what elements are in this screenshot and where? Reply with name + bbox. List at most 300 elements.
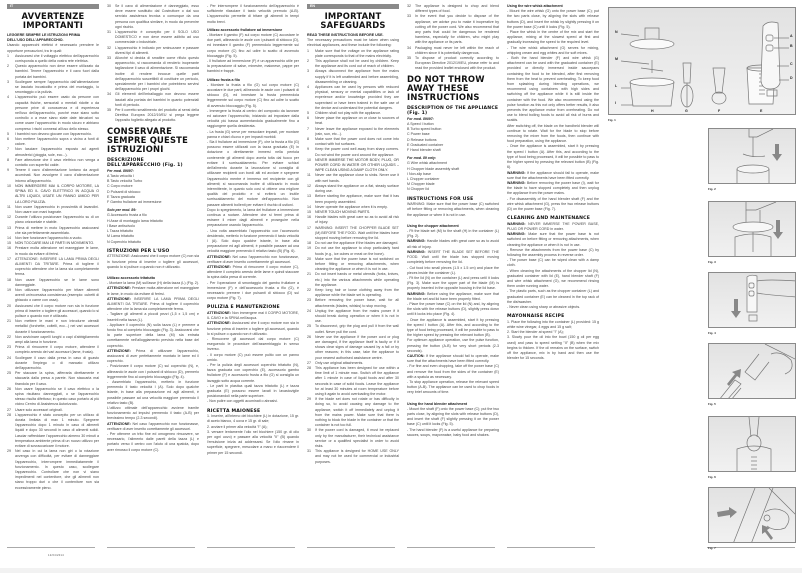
item-number: 12 [7, 215, 11, 220]
item-number: 32 [107, 45, 111, 50]
item-text: Usare solo accessori originali. [15, 407, 63, 412]
en-desc-model2: For mod. 89 only: [407, 156, 437, 161]
warning-label: WARNING: [407, 249, 426, 254]
item-text: L'apparecchio è concepito per il SOLO USO DOMESTICO e non deve essere adibito ad uso commerciale o industriale. [115, 30, 199, 45]
warning-item [307, 127, 399, 137]
part-item: I Base antiscivolo [107, 223, 135, 228]
paragraph: - Montare il gambo (F) sul corpo motore (C) accostare le due parti, allineando le asole con i pulsanti di sblocco (D), ed innestare il gambo (F) premendolo leggermente sul corpo motore (C) fino ad udire lo scatto di avvenuto bloccaggio (Fig. 5). [207, 33, 299, 58]
warning-item [307, 226, 399, 242]
warning-label: ATTENZIONE: [107, 348, 131, 353]
item-text: Tenere il cavo d'alimentazione lontano da angoli acuminati. Non avvolgere il cavo d'alimentazione intorno all'apparecchio. [15, 168, 99, 183]
it-column-1 [7, 4, 99, 544]
warning-item [307, 257, 399, 273]
paragraph: 1. Inserire, all'interno del bicchiere (L) in dotazione, 15 gr. di aceto bianco, 4 uova e 15 gr. di sale; [207, 414, 299, 424]
paragraph: WARNING: Before using the appliance, make sure that the blade set and lid have been properly fitted. [407, 291, 499, 301]
figure-7 [708, 487, 796, 543]
lang-tag-it: IT [7, 4, 99, 9]
item-text: Make sure that the voltage on the appliance rating plate corresponds to that of the mains electricity. [315, 48, 399, 58]
warning-item [7, 205, 99, 215]
footer-rule [7, 547, 95, 548]
warning-item [7, 288, 99, 304]
warning-label: ATTENZIONE: [207, 321, 231, 326]
item-number: 13 [307, 194, 311, 199]
item-number: 35 [107, 108, 111, 113]
item-number: 30 [307, 428, 311, 433]
warning-label: ATTENZIONE: [107, 296, 131, 301]
item-text: Do not use the appliance if the blades are damaged. [315, 241, 399, 246]
item-number: 2 [307, 59, 309, 64]
lang-tag-en: EN [307, 4, 399, 9]
warning-item [307, 137, 399, 147]
item-number: 35 [407, 56, 411, 61]
warning-item [307, 85, 399, 111]
warning-label: ATTENZIONE: [107, 286, 131, 291]
warning-item [307, 246, 399, 256]
item-text: Non mettere le mani e non introdurre utensili metallici (forchette, coltelli, ecc...) nei vari accessori durante il funzionamento. [15, 319, 99, 334]
figure-2 [708, 128, 796, 184]
paragraph: - Una volta assemblato l'apparecchio con l'accessorio desiderato, metterlo in funzione premendo il tasto velocità I (A). Solo dopo qualche istante, in base alla preparazione ed agli alimenti, è possibile passare ad una velocità maggiore premendo il relativo tasto (B) (Fig. 6). [207, 228, 299, 254]
paragraph: - Applicare il coperchio (N) sulla tazza (L) e premere a fondo fino al completo bloccaggio (Fig. 3). Assicurarsi che la parte superiore della lama (M) sia entrata correttamente nell'alloggiamento previsto nella base del coperchio. [107, 322, 199, 348]
item-number: 24 [307, 308, 311, 313]
paragraph: - Per ottenere un trito fine ed omogeneo rimuovere, se necessario, l'alimento dalle pareti della tazza (L) e portarlo verso il centro con l'aiuto di una spatola, dopo aver rimosso il corpo motore (C). [107, 432, 199, 452]
item-text: I bambini non devono giocare con l'apparecchio. [15, 131, 93, 136]
paragraph: - La frusta (G) serve per mescolare impasti, per montare panna e chiari d'uovo e per impasti morbidi. [207, 129, 299, 139]
item-number: 30 [107, 4, 111, 8]
en-clean-title: CLEANING AND MAINTENANCE [507, 216, 591, 222]
it-column-2 [107, 4, 199, 544]
warning-label: ATTENZIONE: [207, 310, 231, 315]
en-use-title: INSTRUCTIONS FOR USE [407, 196, 474, 202]
item-text: Allorché si decida di smaltire come rifiuto questo apparecchio, si raccomanda di renderlo inoperante tagliandone il cavo di alimentazione. Si raccomanda inoltre di rendere innocue quelle parti dell'apparecchio suscettibili di costituire un pericolo, specialmente per i bambini che potrebbero servirsi dell'apparecchio per i propri giochi. [115, 56, 199, 92]
item-text: Do not insert hands or metal utensils (forks, knives, etc.) into the various attachments while operating the appliance. [315, 272, 399, 287]
item-number: 31 [307, 449, 311, 454]
item-number: 33 [107, 56, 111, 61]
release-buttons-icon [709, 488, 796, 543]
it-chopper-title: Utilizzo accessorio tritatutto [107, 275, 156, 280]
paragraph: 2. avviare il primer alla velocità "I" (A); [207, 424, 268, 429]
item-number: 10 [7, 183, 11, 188]
item-text: Before starting the appliance, make sure that it has been properly assembled. [315, 194, 399, 204]
item-text: Appliances can be used by persons with reduced physical, sensory or mental capabilities or lack of experience and/or knowledge provided they are supervised or have been trained in the safe use of the device and understand the potential dangers. [315, 85, 399, 110]
warning-item [7, 356, 99, 372]
item-text: Keep long hair or loose clothing away from the appliance while the blade set is operating. [315, 287, 399, 298]
lid-attach-icon [709, 202, 796, 257]
paragraph: 3. versare lentamente l'olio nel bicchiere (150 gr. di olio per ogni uovo) e passare alla velocità "II" (B) quando l'emulsione inizia ad addensarsi. Se l'olio rimane in superficie, spegnere, mescolare a mano e riaccendere il primer per 15 secondi. [207, 429, 299, 455]
item-number: 29 [307, 397, 311, 402]
item-text: Non mettere l'apparecchio sopra o vicino a fonti di calore. [15, 137, 99, 147]
item-number: 34 [407, 45, 411, 50]
item-text: Children shall not play with the appliance. [315, 111, 382, 116]
item-text: Nel caso in cui la lama non giri o la rotazione avvenga con difficoltà, per evitare di danneggiare l'apparecchio, interrompere immediatamente il funzionamento. In questo caso, scollegare l'apparecchio. Controllare che non vi siano impedimenti nel contenitore, che gli alimenti non siano troppo duri o che il contenitore non sia eccessivamente pieno. [15, 449, 99, 490]
item-number: 6 [7, 137, 9, 142]
item-text: Scollegare il cavo dalla presa in caso di guasto durante l'impiego o di mancato utilizzo dell'apparecchio. [15, 355, 99, 370]
item-text: Only use original attachments. [315, 360, 364, 365]
item-text: Per staccare la spina, afferrarla direttamente e staccarla dalla presa a parete. Non staccarla mai tirandola per il cavo. [15, 371, 99, 386]
warning-item [7, 246, 99, 256]
warning-label: WARNING: [507, 180, 526, 185]
warning-item [7, 278, 99, 288]
paragraph: WARNING: If the appliance should fail to operate, make sure that the attachments have been fitted correctly. [507, 170, 599, 180]
footer-rule [307, 547, 395, 548]
paragraph: - Both the hand blender (F) and wire whisk (G) attachment can be used with the graduated container (E) provided or directly immersed inside saucepans containing the food to be blended, after first removing them from the heat to prevent overheating. To keep food from splashing during blending operations, we recommend using containers with high sides and switching off the appliance while it is still inside the container with the food. We also recommend using the pulse function as this not only offers better results, it also prevents the appliance motor from overheating. Do not use to blend boiling foods to avoid all risk of burns and scalds. [507, 56, 599, 123]
item-text: L'apparecchio è stato concepito per un utilizzo di durata limitata di max 1 minuto. Spegnere l'apparecchio dopo 1 minuto in caso di alimenti liquidi e dopo 30 secondi in caso di alimenti solidi. Lasciar raffreddare l'apparecchio almeno 30 minuti a temperatura ambiente prima di un nuovo utilizzo per evitare di sovraccaricare il motore. [15, 412, 99, 449]
item-number: 16 [7, 246, 11, 251]
item-text: NON IMMERGERE MAI IL CORPO MOTORE, LA SPINA ED IL CAVO ELETTRICO IN ACQUA O ALTRI LIQUIDI, USATE UN PANNO UMIDO PER LA LORO PULIZIA. [15, 183, 99, 204]
item-number: 25 [307, 324, 311, 329]
item-text: Fare attenzione che il cavo elettrico non venga a contatto con superfici calde. [15, 157, 99, 168]
item-number: 5 [307, 111, 309, 116]
en-desc-list-2 [407, 161, 499, 192]
part-item: A Tasto velocità I [107, 174, 134, 179]
item-number: 17 [7, 256, 11, 261]
warning-item [7, 215, 99, 225]
item-number: 1 [307, 48, 309, 53]
item-text: NEVER IMMERSE THE MOTOR BODY, PLUG, OR POWER CORD IN WATER OR OTHER LIQUIDS – WIPE CLEAN USING A DAMP CLOTH ONLY. [315, 157, 399, 173]
paragraph: - Il corpo motore (C) può essere pulito con un panno umido. [207, 352, 299, 362]
it-clean-title: PULIZIA E MANUTENZIONE [207, 305, 280, 311]
blender-in-cup-icon [709, 417, 796, 472]
part-item: N Chopper lid [407, 187, 429, 192]
it-warnings-list-cont [107, 4, 199, 124]
warning-item [307, 194, 399, 204]
figure-1-caption: Fig. 1 [608, 118, 616, 122]
item-number: 18 [7, 277, 11, 282]
warning-item [307, 288, 399, 298]
warning-item [7, 158, 99, 168]
warning-item [7, 184, 99, 205]
paragraph: - Place the power base (C) on the lid (N) and, by aligning the slots with the release buttons (D), slightly press down until it locks into place (Fig. 4). [407, 301, 499, 317]
item-text: Non usare l'apparecchio se il cavo elettrico o la spina risultano danneggiati, o se l'apparecchio stesso risulta difettoso; in questo caso portarlo al più vicino Centro di Assistenza Autorizzato. [15, 386, 99, 407]
paragraph: L'utilizzo ottimale dell'apparecchio avviene tramite funzionamento ad impulsi premendo il tasto (A-B) per brevissimo tempo (2-3 secondi). [107, 405, 199, 421]
part-item: F Hand blender shaft [407, 148, 441, 153]
warning-item [407, 4, 499, 14]
item-number: 32 [407, 4, 411, 8]
warning-item [307, 449, 399, 465]
en-blender-text [407, 407, 499, 438]
item-number: 8 [7, 157, 9, 162]
figure-4-caption: Fig. 4 [708, 331, 716, 335]
en-keep-title: DO NOT THROW AWAY THESE INSTRUCTIONS [407, 73, 485, 102]
item-number: 2 [7, 64, 9, 69]
item-text: The appliance is designed to chop and blend different types of food. [415, 4, 499, 14]
paragraph: - Per la pulizia degli accessori coperchio tritatutto (N), tazza graduata con coperchio (E), accessorio gambo frullatore (F) e accessorio frusta a filo (G) si consiglia un lavaggio sotto acqua corrente. [207, 363, 299, 383]
it-desc-model: Per mod. 89097: [107, 168, 134, 173]
warning-label: ATTENZIONE: [107, 421, 131, 426]
item-number: 20 [307, 256, 311, 261]
warning-label: WARNING: [507, 170, 526, 175]
item-text: Prima di mettere in moto l'apparecchio assicurarsi che sia perfettamente assemblato. [15, 225, 99, 235]
item-text: Make sure that the power base is not switched on before fitting or removing attachments, when cleaning the appliance or when it is not in use. [315, 256, 399, 272]
warning-label: WARNING: [507, 221, 526, 226]
it-chopper-text [107, 281, 199, 453]
figure-2-caption: Fig. 2 [708, 187, 716, 191]
fig1-label-e: E [760, 109, 763, 113]
item-text: This appliance has been designed for use within a time limit of 1 minute max. Switch off the appliance after 1 minute in case of liquid foods and after 30 seconds in case of solid foods. Leave the appliance for at least 30 minutes at room temperature before using it again to avoid overloading the motor. [315, 366, 399, 397]
item-number: 9 [7, 168, 9, 173]
item-text: Always disconnect the appliance from the mains supply if it is left unattended and before assembling, disassembling or cleaning. [315, 69, 399, 84]
paragraph: - Cut food into small pieces (1.5 x 1.5 cm) and place the pieces inside the container (L). [407, 265, 499, 275]
part-item: G Wire whisk attachment [407, 161, 447, 166]
paragraph: 1. Place the following into the container (L) provided: 15 g white wine vinegar, 4 eggs and 15 g salt; [507, 319, 599, 329]
item-text: ATTENZIONE: INSERIRE LA LAMA PRIMA DEGLI ALIMENTI DA TRITARE. Prima di togliere il coperchio attendere che la lama sia completamente ferma. [15, 256, 99, 277]
fig1-label-a: A [790, 34, 793, 38]
en-read-first: READ THESE INSTRUCTIONS BEFORE USE. [307, 33, 384, 37]
paragraph: - Sia il frullatore ad immersione (F), che la frusta a filo (G) possono essere utilizzati con la tazza graduata (E) in dotazione o direttamente immersi nella pentola contenente gli alimenti dopo averla tolta dal fuoco per evitare il surriscaldamento. Per evitare schizzi dell'alimento durante la lavorazione si consiglia di utilizzare recipienti con bordi alti ed avviare e spegnere l'apparecchio mentre è immerso nel recipiente con gli alimenti; si raccomanda inoltre di utilizzarlo in modo intermittente, in quanto solo così si ottiene una migliore qualità del prodotto e si eviterà un inutile surriscaldamento del motore dell'apparecchio. Non passare alimenti bollenti per evitare il rischio di ustioni. [207, 140, 299, 207]
en-column-1 [307, 4, 399, 544]
part-item: B Turbo speed button [407, 127, 442, 132]
item-text: Questo apparecchio non deve essere utilizzato da bambini. Tenere l'apparecchio e il cavo fuori dalla portata dei bambini. [15, 64, 99, 79]
figure-6-caption: Fig. 6 [708, 475, 716, 479]
en-chopper-title: Using the chopper attachment [407, 223, 459, 228]
item-number: 34 [107, 92, 111, 97]
it-use-warning: ATTENZIONE: Assicurarsi che il corpo motore (C) non sia in funzione prima di inserire o togliere gli accessori, quando lo si pulisce o quando non è utilizzato. [107, 254, 199, 269]
paragraph: - Once the appliance is assembled, start it by pressing the speed I button (A). After this, and according to the type of food being processed, it will be possible to pass to the higher speed by pressing the relevant button (B). [407, 317, 499, 338]
item-number: 22 [7, 334, 11, 339]
warning-item [307, 298, 399, 308]
item-text: Prestare molta attenzione nel maneggiare le lame, in modo da evitare di ferirsi. [15, 246, 99, 256]
paragraph: WARNING: Before removing the power base (I), wait for the blade to have stopped completely and then unplug the appliance from the power mains. [507, 180, 599, 196]
warning-item [307, 324, 399, 334]
item-text: Non lasciare l'apparecchio esposto ad agenti atmosferici (pioggia, sole, ecc...). [15, 147, 99, 157]
en-blender-title: Using the hand blender attachment [407, 401, 468, 406]
paragraph: - The plastic parts, such as the chopper container (L) and graduated container (E) can be cleaned in the top rack of the dishwasher. [507, 289, 599, 304]
it-blender-text [207, 33, 299, 75]
it-keep-title: CONSERVARE SEMPRE QUESTE ISTRUZIONI [107, 125, 189, 154]
figure-6 [708, 416, 796, 472]
power-base-attach-icon [709, 273, 796, 328]
paragraph: WARNING: NEVER IMMERSE THE POWER BASE, PLUG OR POWER CORD in water. [507, 221, 599, 231]
item-number: 29 [7, 449, 11, 454]
item-text: Gli elementi dell'imballaggio non devono essere lasciati alla portata dei bambini in quanto potenziali fonti di pericolo. [115, 92, 199, 107]
paragraph: ATTENZIONE: Non immergere mai il CORPO MOTORE, IL CAVO e la SPINA nell'acqua. [207, 310, 299, 321]
part-item: E Tazza graduata [107, 194, 135, 199]
part-item: D Pulsanti di sblocco [107, 189, 141, 194]
en-recipe-text [507, 320, 599, 362]
fig1-label-f: F [718, 109, 721, 113]
item-number: 11 [307, 173, 311, 178]
item-number: 4 [307, 85, 309, 90]
warning-item [7, 147, 99, 157]
bottom-strip [0, 568, 802, 573]
item-number: 10 [307, 157, 311, 162]
warning-item [107, 46, 199, 56]
figure-1 [608, 7, 796, 115]
figure-3-caption: Fig. 3 [708, 260, 716, 264]
item-text: Per il corretto smaltimento del prodotto ai sensi della Direttiva Europea 2012/19/EU si prega leggere l'apposito foglietto allegato al prodotto. [115, 108, 199, 123]
en-warnings-list-cont [407, 4, 499, 72]
it-desc-title: DESCRIZIONE DELL'APPARECCHIO (Fig. 1) [107, 157, 183, 169]
warning-item [307, 428, 399, 449]
warning-item [7, 413, 99, 449]
item-text: Never operate the appliance when it is empty. [315, 204, 388, 209]
en-whisk-text [507, 9, 599, 212]
fig1-label-d: D [790, 76, 793, 80]
paragraph: WARNING: INSERT THE BLADE SET BEFORE THE FOOD. Wait until the blade has stopped moving completely before removing the lid. [407, 249, 499, 265]
part-item: F Gambo frullatore ad immersione [107, 200, 162, 205]
item-text: Durante l'utilizzo posizionare l'apparecchio su di un piano orizzontale e stabile. [15, 215, 99, 225]
item-text: Make sure that the power cord does not come into contact with hot surfaces. [315, 137, 399, 147]
part-item: C Power base [407, 132, 430, 137]
en-whisk-title: Using the wire whisk attachment [507, 4, 563, 8]
item-number: 21 [307, 272, 311, 277]
fig1-label-c: C [790, 62, 793, 66]
warning-item [7, 226, 99, 236]
paragraph: - Il frullatore ad immersione (F) è un apparecchio utile per la preparazione di salse, minestre, maionese, pappe per bambini e frappè. [207, 59, 299, 74]
warning-item [7, 168, 99, 184]
paragraph: - Fit the lid (N) on the container (L) and press until it locks (Fig. 3). Make sure the upper part of the blade (M) is properly inserted in the opposite housing in the lid base. [407, 275, 499, 291]
warning-item [307, 335, 399, 361]
part-item: H Chopper blade assembly shaft [407, 166, 460, 171]
fig1-label-g: G [685, 109, 688, 113]
item-text: Never use the appliance if the power cord or plug are damaged, if the appliance itself is faulty or if it shows clear signs of damage caused by a fall or by other reasons; in this case, take the appliance to your nearest authorised assistance centre. [315, 334, 399, 360]
item-number: 14 [7, 235, 11, 240]
part-item: N Coperchio tritatutto [107, 239, 141, 244]
warning-label: ATTENZIONE: [207, 254, 231, 259]
item-text: Non fare funzionare l'apparecchio a vuoto. [15, 235, 83, 240]
item-number: 13 [7, 225, 11, 230]
warning-item [307, 184, 399, 194]
warning-item [7, 319, 99, 335]
part-item: B Tasto velocità Turbo [107, 179, 143, 184]
part-item: G Accessorio frusta a filo [107, 213, 147, 218]
it-use-title: ISTRUZIONI PER L'USO [107, 248, 170, 254]
figure-5 [708, 343, 796, 399]
warning-item [7, 449, 99, 491]
warning-item [7, 95, 99, 131]
item-text: WARNING: INSERT THE CHOPPER BLADE SET (M) BEFORE THE FOOD. Wait until the blades have stopped moving before removing the lid. [315, 225, 399, 240]
it-blender-title: Utilizzo accessorio frullatore ad immersione [207, 27, 283, 32]
paragraph: ATTENZIONE: Assicurarsi che il corpo motore non sia in funzione prima di inserire o togliere gli accessori, quando lo si pulisce o quando non è utilizzato. [207, 321, 299, 336]
item-number: 12 [307, 183, 311, 188]
warning-item [307, 69, 399, 85]
warning-item [7, 257, 99, 278]
warning-item [407, 56, 499, 72]
footer-rule [507, 547, 595, 548]
it-desc-list-2 [107, 213, 199, 244]
warning-label: CAUTION: [407, 353, 425, 358]
warning-item [307, 116, 399, 126]
item-number: 19 [7, 287, 11, 292]
warning-item [7, 304, 99, 320]
item-number: 7 [7, 147, 9, 152]
paragraph: - Immergere la frusta al centro del composto da lavorare ed azionare l'apparecchio, iniziando ad impostare dalla velocità più bassa aumentandola gradualmente fino a raggiungere quella desiderata. [207, 108, 299, 129]
item-number: 19 [307, 246, 311, 251]
warning-item [307, 158, 399, 174]
part-item: H Asse di montaggio lama tritatutto [107, 218, 163, 223]
en-intro: The necessary precautions must be taken when using electrical appliances, and these include the following: [307, 38, 399, 48]
paragraph: - Per l'operazione di smontaggio del gambo frullatore a immersione (F) e dell'accessorio frusta a filo (G), è necessario premere i due pulsanti di sblocco (D) sul corpo motore (Fig. 7). [207, 280, 299, 301]
warning-item [7, 80, 99, 96]
warning-item [107, 4, 199, 30]
en-desc-model: For mod. 89097: [407, 116, 434, 121]
fig1-label-h: H [651, 109, 654, 113]
item-text: This appliance is designed for HOME USE ONLY and may not be used for commercial or industrial purposes. [315, 449, 399, 464]
it-warnings-list [7, 54, 99, 491]
warning-item [307, 366, 399, 397]
item-number: 28 [307, 366, 311, 370]
paragraph: 3. Slowly pour the oil into the bowl (150 g oil per egg used) and pass to speed setting "II" (B) when the mix begins to thicken. If the oil remains on the surface, switch off the appliance, mix in by hand and then use the blender for 15 seconds. [507, 335, 599, 361]
en-column-3 [507, 4, 599, 544]
en-chopper-text [407, 229, 499, 396]
item-number: 9 [307, 147, 309, 152]
it-recipe-text [207, 414, 299, 456]
warning-item [7, 64, 99, 80]
paragraph: ATTENZIONE: Prima di rimuovere il corpo motore (C), attendere il completo arresto delle lame e quindi staccare la spina dalla presa di corrente. [207, 264, 299, 280]
paragraph: For optimum appliance operation, use the pulse function, pressing the button (A-B) for very short periods (2-3 seconds). [407, 338, 499, 353]
paragraph: ATTENZIONE: INSERIRE LA LAMA PRIMA DEGLI ALIMENTI DA TRITARE. Prima di togliere il coperchio attendere che la lama sia completamente ferma. [107, 296, 199, 312]
item-text: Handle blades with great care so as to avoid all risk of injury. [315, 215, 399, 225]
part-item: M Lama tritatutto [107, 234, 134, 239]
warning-label: WARNING: [507, 232, 526, 237]
item-text: Non avvicinare capelli lunghi o capi d'abbigliamento ampi alla lama in funzione. [15, 334, 99, 344]
item-number: 21 [7, 319, 11, 324]
fig1-label-m: M [615, 57, 618, 61]
figure-4 [708, 272, 796, 328]
part-item: D Release buttons [407, 137, 437, 142]
it-intro: Usando apparecchi elettrici è necessario prendere le opportune precauzioni, tra le quali: [7, 43, 99, 53]
en-use-warning: WARNING: Make sure that the power base (C) switched off before fitting or removing attachments, when cleaning the appliance or when it is not in use. [407, 202, 499, 217]
paragraph: - For fine and even chopping, take off the power base (C) and remove the food from the sides of the container (E) with a spatula as necessary. [407, 364, 499, 379]
footer-rule [107, 547, 195, 548]
item-number: 22 [307, 287, 311, 292]
item-text: Packaging must never be left within the reach of children since it is potentially dangerous. [415, 45, 499, 55]
fig1-label-l: L [615, 84, 618, 88]
item-text: In the event that you decide to dispose of the appliance, we advise you to make it inoperative by cutting off the power cord. We also recommend that any parts that could be dangerous be rendered harmless, especially for children, who might play with the appliance or its parts. [415, 14, 499, 45]
part-item: M Chopper blade [407, 182, 435, 187]
warning-item [307, 147, 399, 157]
paragraph: - The hand blender (F) is a useful appliance for preparing sauces, soups, mayonnaise, baby food and shakes. [407, 427, 499, 437]
paragraph: ATTENZIONE: Nel caso l'apparecchio non funzionasse, verificare di aver inserito correttamente gli accessori. [107, 421, 199, 431]
footer-rule [707, 547, 795, 548]
item-text: NEVER TOUCH MOVING PARTS. [315, 209, 371, 214]
warning-item [107, 56, 199, 92]
paragraph: - The power base (C) can be wiped clean with a damp cloth. [507, 258, 599, 268]
paragraph: - Fit the blade set (M) to the shaft (H) in the container (L) (Fig. 2). [407, 229, 499, 239]
item-text: L'apparecchio è indicato per sminuzzare e passare diversi tipi di alimenti. [115, 45, 199, 55]
it-title: AVVERTENZE IMPORTANTI [21, 11, 85, 30]
warning-item [307, 309, 399, 325]
item-number: 27 [307, 360, 311, 365]
item-text: Unplug the appliance from the mains power if it should break during operation or when it is not in use. [315, 308, 399, 324]
en-desc-title: DESCRIPTION OF THE APPLIANCE (Fig. 1) [407, 105, 499, 117]
figure-7-caption: Fig. 7 [708, 546, 716, 550]
paragraph: ATTENZIONE: Nel caso l'apparecchio non funzionasse, verificare di aver inserito correttamente gli accessori. [207, 254, 299, 264]
en-column-2 [407, 4, 499, 544]
item-number: 14 [307, 204, 311, 209]
paragraph: - Montare la lama (M) sull'asse (H) della tazza (L) (Fig. 2). [107, 281, 199, 286]
item-number: 28 [7, 412, 11, 417]
item-number: 8 [307, 137, 309, 142]
item-text: To disconnect, grip the plug and pull it from the wall outlet. Never pull the cord. [315, 324, 399, 334]
item-number: 17 [307, 225, 311, 230]
warning-item [107, 30, 199, 46]
it-desc-list [107, 174, 199, 205]
item-number: 4 [7, 95, 9, 100]
part-item: C Corpo motore [107, 184, 133, 189]
item-number: 26 [7, 386, 11, 391]
item-number: 20 [7, 303, 11, 308]
paragraph: - When cleaning the attachments of the chopper lid (N), graduated container with lid (E), hand blender shaft (F) and wire whisk attachment (G), we recommend rinsing them under running water. [507, 268, 599, 289]
part-item: L Tazza tritatutto [107, 229, 134, 234]
paragraph: - Rimuovere gli accessori dal corpo motore (C) eseguendo le procedure dell'assemblaggio in senso inverso. [207, 336, 299, 352]
part-item: L Chopper container [407, 177, 440, 182]
appliance-parts-icon [609, 8, 796, 115]
item-number: 23 [7, 345, 11, 350]
item-number: 18 [307, 241, 311, 246]
item-text: If the blade set does not rotate or has difficulty in doing so, to avoid causing any damage to the appliance, switch it off immediately and unplug it from the mains power. Make sure that there is nothing to block the blade in the container or that the container is not too full. [315, 397, 399, 428]
paragraph: ATTENZIONE: Prima di utilizzare l'apparecchio, assicurarsi di aver perfettamente montato le lame ed il coperchio. [107, 348, 199, 364]
item-text: Se il cavo di alimentazione è danneggiato, esso deve essere sostituito dal Costruttore o dal suo servizio assistenza tecnica o comunque da una persona con qualifica similare, in modo da prevenire ogni rischio. [115, 4, 199, 29]
